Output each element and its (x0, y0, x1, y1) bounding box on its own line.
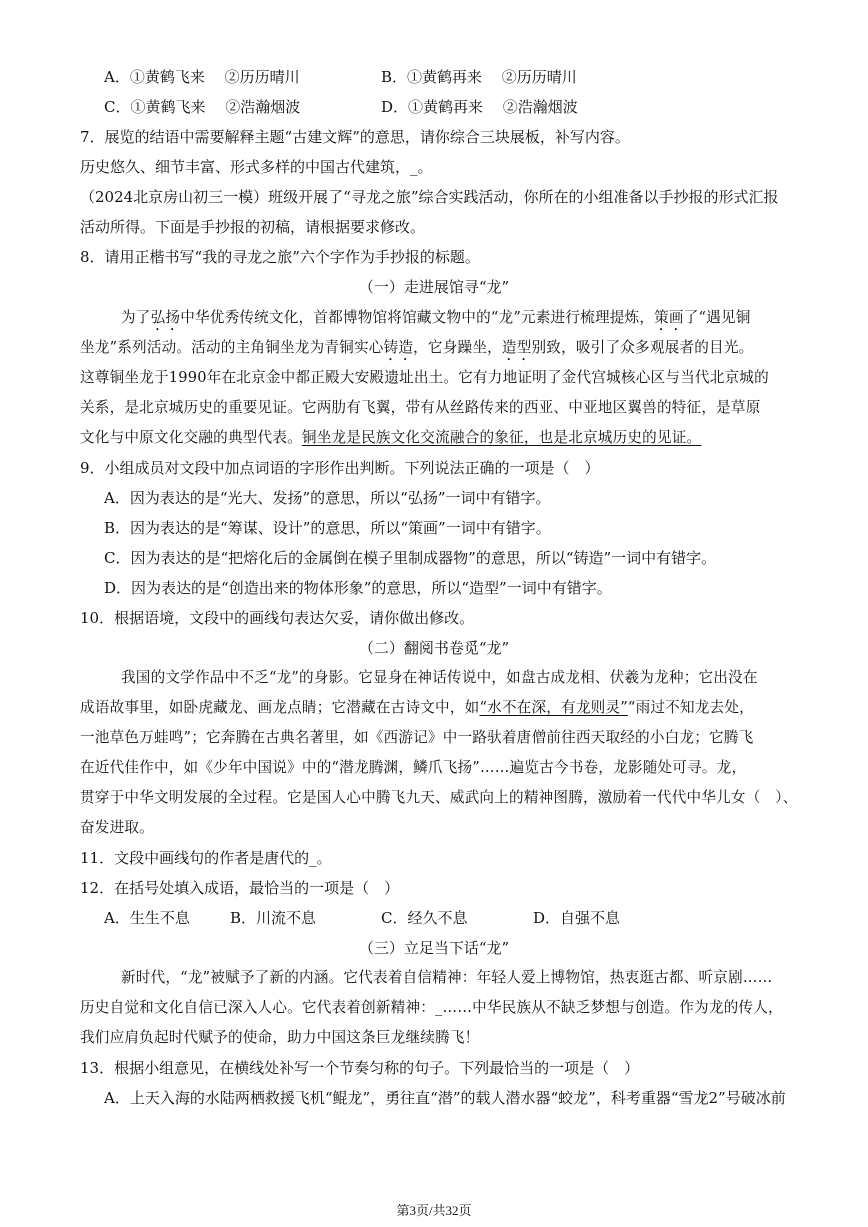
section-1-para-line-5 (80, 428, 701, 448)
text: ，它身躁坐， (413, 339, 502, 356)
underlined-quote: “水不在深，有龙则灵” (479, 699, 628, 716)
question-9-option-a: A．因为表达的是“光大、发扬”的意思，所以“弘扬”一词中有错字。 (104, 489, 551, 507)
option-c: C．①黄鹤飞来 ②浩瀚烟波 (104, 98, 301, 116)
section-3-line-1: 新时代，“龙”被赋予了新的内涵。它代表着自信精神：年轻人爱上博物馆，热衷逛古都、听京剧…… (121, 969, 773, 986)
section-3-line-3: 我们应肩负起时代赋予的使命，助力中国这条巨龙继续腾飞！ (80, 1029, 480, 1046)
option-b: B．①黄鹤再来 ②历历晴川 (381, 68, 577, 86)
section-2-line-2 (80, 698, 754, 718)
text: 坐龙”系列活动。活动的主角铜坐龙为青铜实心 (80, 339, 384, 356)
intro-line-1: （2024北京房山初三一模）班级开展了“寻龙之旅”综合实践活动，你所在的小组准备以手抄报的形式汇报 (80, 188, 779, 206)
question-9-option-d: D．因为表达的是“创造出来的物体形象”的意思，所以“造型”一词中有错字。 (104, 579, 612, 597)
question-9-option-c: C．因为表达的是“把熔化后的金属倒在模子里制成器物”的意思，所以“铸造”一词中有错字。 (104, 549, 717, 567)
text: 成语故事里，如卧虎藏龙、画龙点睛；它潜藏在古诗文中，如 (80, 699, 480, 716)
question-13-stem: 13．根据小组意见，在横线处补写一个节奏匀称的句子。下列最恰当的一项是（ ） (80, 1059, 640, 1077)
dotted-word-zhuzao: 铸造 (383, 339, 414, 356)
section-2-line-3: 一池草色万蛙鸣”；它奔腾在古典名著里，如《西游记》中一路驮着唐僧前往西天取经的小白龙；它腾飞 (80, 729, 754, 746)
question-10: 10．根据语境，文段中的画线句表达欠妥，请你做出修改。 (80, 609, 475, 627)
text: “雨过不知龙去处， (627, 699, 754, 716)
section-2-line-4: 在近代佳作中，如《少年中国说》中的“潜龙腾渊，鳞爪飞扬”……遍览古今书卷，龙影随处可寻。龙， (80, 759, 747, 776)
section-1-para-line-3: 这尊铜坐龙于1990年在北京金中都正殿大安殿遗址出土。它有力地证明了金代宫城核心区与当代北京城的 (80, 369, 769, 386)
underlined-sentence: 铜坐龙是民族文化交流融合的象征，也是北京城历史的见证。 (301, 429, 702, 446)
question-8: 8．请用正楷书写“我的寻龙之旅”六个字作为手抄报的标题。 (80, 248, 480, 266)
question-9-option-b: B．因为表达的是“筹谋、设计”的意思，所以“策画”一词中有错字。 (104, 519, 551, 537)
dotted-word-hongyang: 弘扬 (150, 309, 181, 326)
option-a: A．①黄鹤飞来 ②历历晴川 (104, 68, 300, 86)
section-2-line-6: 奋发进取。 (80, 819, 154, 836)
section-2-line-1: 我国的文学作品中不乏“龙”的身影。它显身在神话传说中，如盘古成龙相、伏羲为龙种；它出没在 (121, 669, 758, 686)
text: 中华优秀传统文化，首都博物馆将馆藏文物中的“龙”元素进行梳理提炼， (180, 309, 655, 326)
text: 了“遇见铜 (683, 309, 751, 326)
section-1-para-line-1 (121, 308, 751, 334)
section-2-line-5: 贯穿于中华文明发展的全过程。它是国人心中腾飞九天、威武向上的精神图腾，激励着一代代中华儿女（ ）、 (80, 789, 798, 806)
question-7-answer: 历史悠久、细节丰富、形式多样的中国古代建筑，_。 (80, 158, 433, 176)
question-12-option-c: C．经久不息 (381, 909, 468, 927)
section-2-title: （二）翻阅书卷觅“龙” (358, 639, 510, 657)
section-3-line-2: 历史自觉和文化自信已深入人心。它代表着创新精神：_……中华民族从不缺乏梦想与创造。作为龙的传人， (80, 999, 783, 1016)
question-13-option-a: A．上天入海的水陆两栖救援飞机“鲲龙”，勇往直“潜”的载人潜水器“蛟龙”，科考重器“雪龙2”号破冰前 (104, 1089, 786, 1107)
text: 文化与中原文化交融的典型代表。 (80, 429, 302, 446)
page-footer: 第3页/共32页 (396, 1203, 472, 1218)
section-1-title: （一）走进展馆寻“龙” (358, 278, 510, 296)
text: 别致，吸引了众多观展者的目光。 (531, 339, 754, 356)
dotted-word-cehua: 策画 (654, 309, 684, 326)
question-11: 11．文段中画线句的作者是唐代的_。 (80, 849, 332, 867)
text: 为了 (121, 309, 151, 326)
section-1-para-line-4: 关系，是北京城历史的重要见证。它两肋有飞翼，带有从丝路传来的西亚、中亚地区翼兽的特征，是草原 (80, 399, 761, 416)
section-1-para-line-2 (80, 338, 753, 364)
question-12-stem: 12．在括号处填入成语，最恰当的一项是（ ） (80, 879, 400, 897)
question-7-stem: 7．展览的结语中需要解释主题“古建文辉”的意思，请你综合三块展板，补写内容。 (80, 128, 630, 146)
option-d: D．①黄鹤再来 ②浩瀚烟波 (381, 98, 578, 116)
question-12-option-a: A．生生不息 (104, 909, 190, 927)
dotted-word-zaoxing: 造型 (501, 339, 532, 356)
question-12-option-b: B．川流不息 (230, 909, 317, 927)
question-9-stem: 9．小组成员对文段中加点词语的字形作出判断。下列说法正确的一项是（ ） (80, 459, 600, 477)
section-3-title: （三）立足当下话“龙” (358, 939, 510, 957)
question-12-option-d: D．自强不息 (533, 909, 621, 927)
intro-line-2: 活动所得。下面是手抄报的初稿，请根据要求修改。 (80, 218, 426, 236)
